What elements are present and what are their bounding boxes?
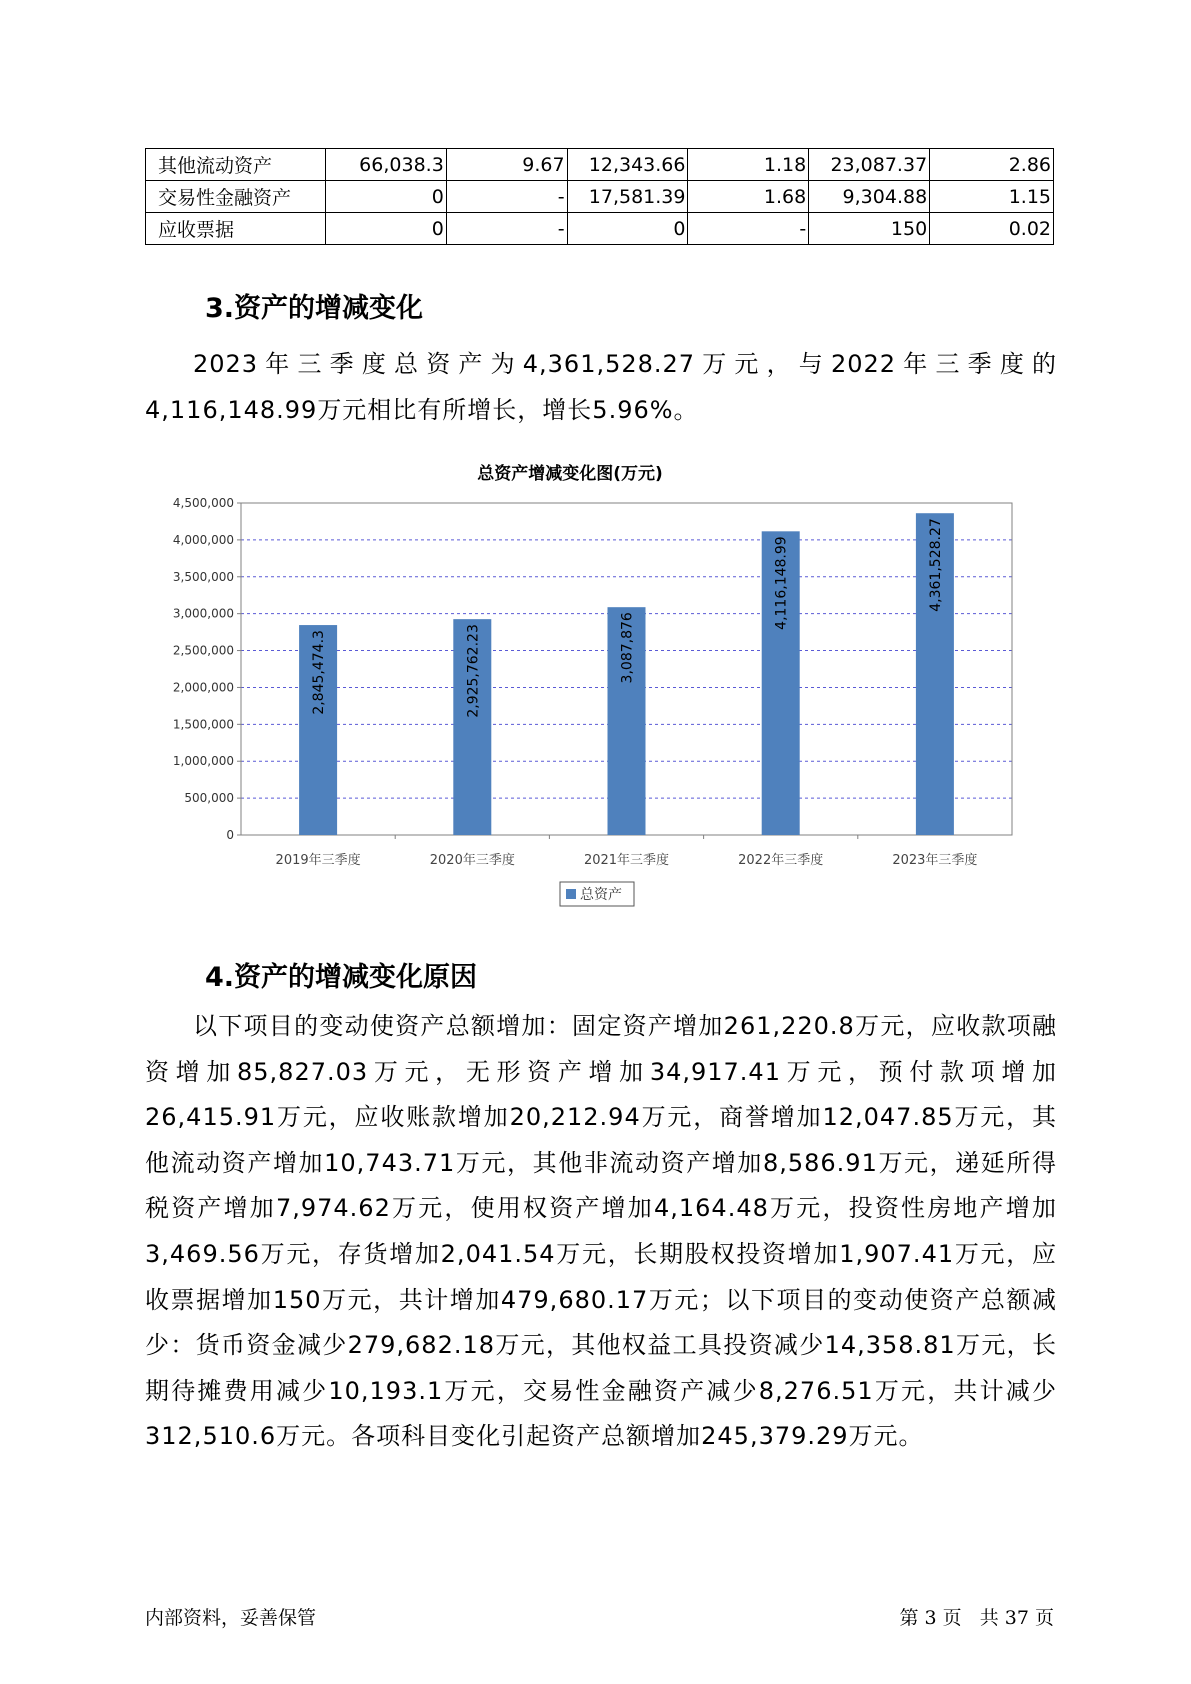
table-cell: 1.15	[930, 181, 1054, 213]
y-tick-label: 2,000,000	[172, 680, 234, 695]
x-category-label: 2023年三季度	[892, 853, 978, 868]
section-paragraph: 2023年三季度总资产为4,361,528.27万元，与2022年三季度的4,116,148.99万元相比有所增长，增长5.96%。	[145, 350, 1057, 424]
table-cell: -	[446, 213, 567, 245]
table-cell: 12,343.66	[567, 149, 688, 181]
table-cell: 150	[809, 213, 930, 245]
y-tick-label: 0	[226, 828, 234, 842]
x-category-label: 2019年三季度	[275, 853, 361, 868]
table-cell: 其他流动资产	[146, 149, 326, 181]
y-tick-label: 1,500,000	[172, 717, 234, 732]
asset-table	[145, 148, 1054, 245]
chart-title: 总资产增减变化图(万元)	[477, 464, 663, 484]
table-cell: 2.86	[930, 149, 1054, 181]
table-cell: 0	[325, 213, 446, 245]
bar-value-label: 2,925,762.23	[465, 624, 482, 718]
table-cell: 1.18	[688, 149, 809, 181]
footer-confidential-note: 内部资料，妥善保管	[145, 1607, 317, 1629]
table-cell: 1.68	[688, 181, 809, 213]
table-cell: 应收票据	[146, 213, 326, 245]
table-cell: 交易性金融资产	[146, 181, 326, 213]
table-cell: 9.67	[446, 149, 567, 181]
table-cell: 0	[325, 181, 446, 213]
table-cell: 66,038.3	[325, 149, 446, 181]
bar-value-label: 3,087,876	[619, 612, 636, 684]
y-tick-label: 4,000,000	[172, 532, 234, 547]
bar-value-label: 4,361,528.27	[927, 518, 944, 612]
x-category-label: 2020年三季度	[429, 853, 515, 868]
y-tick-label: 3,500,000	[172, 569, 234, 584]
y-tick-label: 3,000,000	[172, 606, 234, 621]
section-heading: 3.资产的增减变化	[205, 293, 424, 324]
bar-value-label: 4,116,148.99	[773, 536, 790, 630]
table-row	[146, 181, 1054, 213]
table-row	[146, 149, 1054, 181]
y-tick-label: 4,500,000	[172, 496, 234, 510]
legend-swatch	[566, 889, 576, 899]
table-cell: 0	[567, 213, 688, 245]
bar-value-label: 2,845,474.3	[311, 630, 328, 715]
y-tick-label: 500,000	[184, 791, 234, 806]
section-paragraph: 以下项目的变动使资产总额增加：固定资产增加261,220.8万元，应收款项融资增加85,827.03万元，无形资产增加34,917.41万元，预付款项增加26,415.91万元，应收账款增加20,212.94万元，商誉增加12,047.85万元，其他流动资产增加10,743.71万元，其他非流动资产增加8,586.91万元，递延所得税资产增加7,974.62万元，使用权资产增加4,164.48万元，投资性房地产增加3,469.56万元，存货增加2,041.54万元，长期股权投资增加1,907.41万元，应收票据增加150万元，共计增加479,680.17万元；以下项目的变动使资产总额减少：货币资金减少279,682.18万元，其他权益工具投资减少14,358.81万元，长期待摊费用减少10,193.1万元，交易性金融资产减少8,276.51万元，共计减少312,510.6万元。各项科目变化引起资产总额增加245,379.29万元。	[145, 1012, 1057, 1451]
x-category-label: 2022年三季度	[738, 853, 824, 868]
y-tick-label: 2,500,000	[172, 643, 234, 658]
table-cell: 9,304.88	[809, 181, 930, 213]
section-heading: 4.资产的增减变化原因	[205, 962, 478, 993]
x-category-label: 2021年三季度	[583, 853, 670, 868]
chart-legend	[560, 882, 634, 906]
footer-page-number: 第 3 页 共 37 页	[899, 1607, 1054, 1629]
table-cell: 17,581.39	[567, 181, 688, 213]
total-assets-bar-chart	[150, 452, 1030, 912]
table-cell: -	[446, 181, 567, 213]
table-row	[146, 213, 1054, 245]
y-tick-label: 1,000,000	[172, 754, 234, 769]
table-cell: 23,087.37	[809, 149, 930, 181]
table-cell: 0.02	[930, 213, 1054, 245]
table-cell: -	[688, 213, 809, 245]
legend-label: 总资产	[580, 887, 622, 903]
